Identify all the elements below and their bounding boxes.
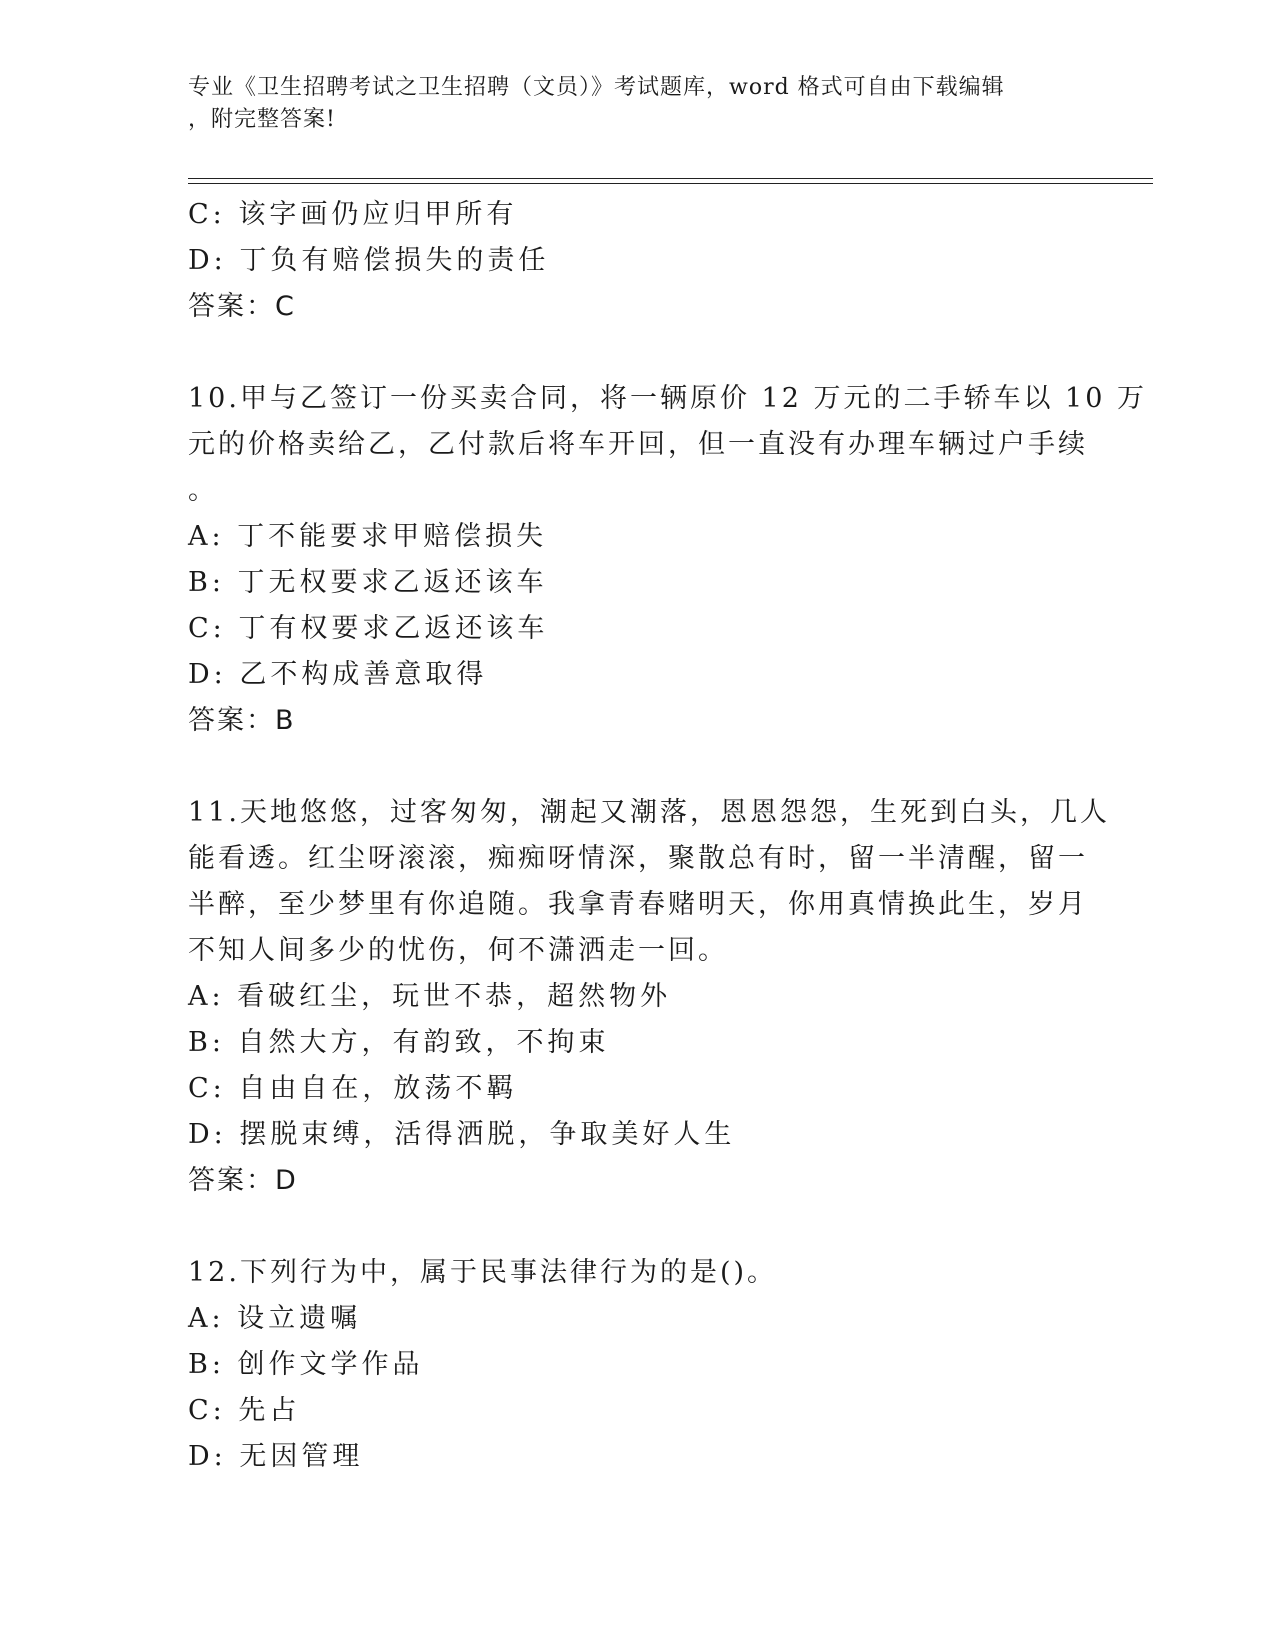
option-b: B: 丁无权要求乙返还该车 [188,567,548,598]
spacer [188,744,1088,790]
question-text-line: 11.天地悠悠，过客匆匆，潮起又潮落，恩恩怨怨，生死到白头，几人 [188,797,1110,828]
answer-line: 答案：B [188,705,296,736]
header-line-1: 专业《卫生招聘考试之卫生招聘（文员）》考试题库，word 格式可自由下载编辑 [188,75,1005,100]
question-text [188,790,1110,974]
question-text [188,1250,1088,1296]
question-text-line: 能看透。红尘呀滚滚，痴痴呀情深，聚散总有时，留一半清醒，留一 [188,843,1088,874]
option-b: B: 自然大方，有韵致，不拘束 [188,1027,610,1058]
option-d: D: 乙不构成善意取得 [188,659,488,690]
option-c: C: 先占 [188,1395,301,1426]
option-d: D: 摆脱束缚，活得洒脱，争取美好人生 [188,1119,736,1150]
option-c: C: 该字画仍应归甲所有 [188,199,518,230]
option-a: A: 丁不能要求甲赔偿损失 [188,521,548,552]
header-line-2: ，附完整答案! [188,107,336,132]
spacer [188,330,1088,376]
spacer [188,1204,1088,1250]
question-text-line: 半醉，至少梦里有你追随。我拿青春赌明天，你用真情换此生，岁月 [188,889,1088,920]
option-b: B: 创作文学作品 [188,1349,424,1380]
option-d: D: 无因管理 [188,1441,364,1472]
answer-line: 答案：D [188,1165,298,1196]
question-text-line: 12.下列行为中，属于民事法律行为的是()。 [188,1257,778,1288]
option-c: C: 丁有权要求乙返还该车 [188,613,549,644]
question-text [188,376,1147,514]
question-text-line: 。 [188,475,218,506]
option-a: A: 看破红尘，玩世不恭，超然物外 [188,981,672,1012]
question-block-partial [188,192,1088,330]
option-d: D: 丁负有赔偿损失的责任 [188,245,550,276]
option-c: C: 自由自在，放荡不羁 [188,1073,518,1104]
header-divider-top [188,178,1153,179]
question-block-10 [188,376,1147,744]
option-a: A: 设立遗嘱 [188,1303,362,1334]
header-divider-bottom [188,183,1153,184]
question-text-line: 10.甲与乙签订一份买卖合同，将一辆原价 12 万元的二手轿车以 10 万 [188,383,1147,414]
question-block-11 [188,790,1110,1204]
answer-line: 答案：C [188,291,296,322]
question-text-line: 元的价格卖给乙，乙付款后将车开回，但一直没有办理车辆过户手续 [188,429,1088,460]
question-block-12 [188,1250,1088,1480]
document-header [188,72,1068,136]
question-text-line: 不知人间多少的忧伤，何不潇洒走一回。 [188,935,728,966]
question-list [188,192,1147,1480]
